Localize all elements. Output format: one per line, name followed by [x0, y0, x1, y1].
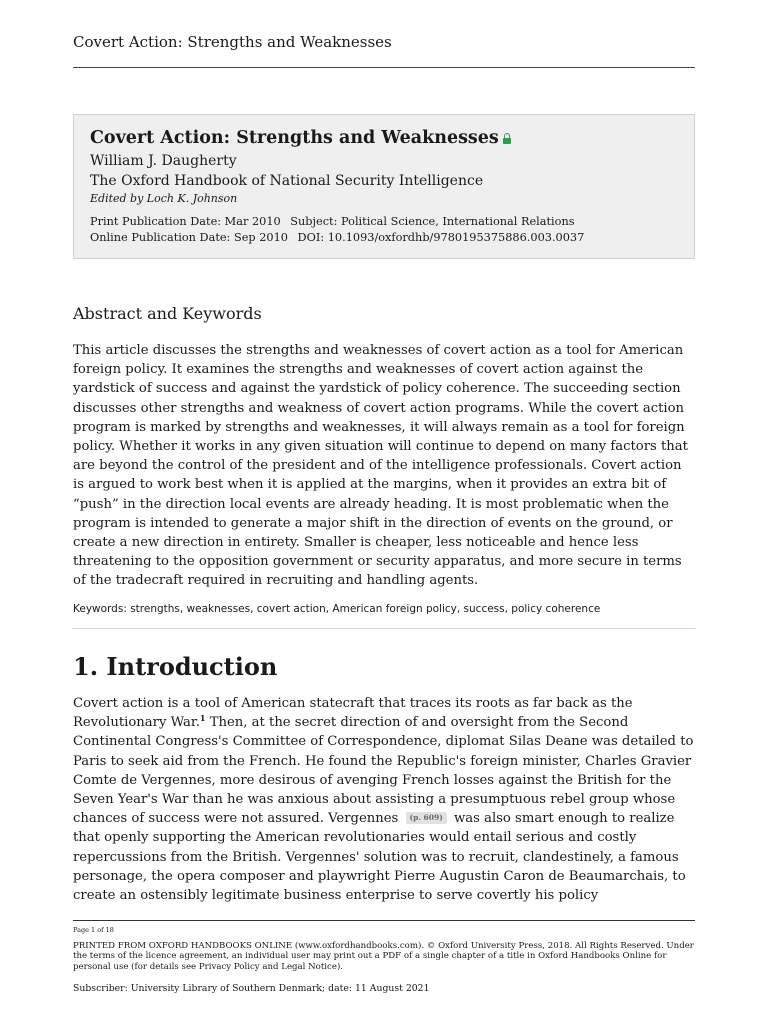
article-metadata-box	[73, 114, 695, 259]
footnote-marker[interactable]: 1	[199, 713, 206, 724]
running-header: Covert Action: Strengths and Weaknesses	[73, 33, 392, 51]
doi-label: DOI:	[297, 231, 325, 244]
online-date-value: Sep 2010	[233, 231, 288, 244]
page-reference-badge: (p. 609)	[406, 812, 447, 824]
intro-text-part1: Covert action is a tool of American statecraft that traces its roots as far back as the Revolutionary War.	[73, 696, 633, 731]
introduction-body	[73, 694, 695, 905]
print-publication-line	[90, 214, 678, 230]
header-divider	[73, 67, 695, 68]
intro-text-part3: was also smart enough to realize that openly supporting the American revolutionaries would entail serious and costly repercussions from the British. Vergennes' solution was to recruit, clandestinely, a famous personage, the opera composer and playwright Pierre Augustin Caron de Beaumarchais, to create an ostensibly legitimate business enterprise to serve covertly his policy	[73, 811, 686, 904]
print-notice: PRINTED FROM OXFORD HANDBOOKS ONLINE (www.oxfordhandbooks.com). © Oxford University Press, 2018. All Rights Reserved. Under the terms of the licence agreement, an individual user may print out a PDF of a single chapter of a title in Oxford Handbooks Online for personal use (for details see Privacy Policy and Legal Notice).	[73, 941, 694, 972]
subscriber-line: Subscriber: University Library of Southern Denmark; date: 11 August 2021	[73, 983, 430, 994]
intro-text-part2: Then, at the secret direction of and oversight from the Second Continental Congress's Committee of Correspondence, diplomat Silas Deane was detailed to Paris to seek aid from the French. He found the Republic's foreign minister, Charles Gravier Comte de Vergennes, more desirous of avenging French losses against the British for the Seven Year's War than he was anxious about assisting a presumptuous rebel group whose chances of success were not assured. Vergennes	[73, 715, 694, 827]
introduction-heading: 1. Introduction	[73, 652, 278, 681]
online-date-label: Online Publication Date:	[90, 231, 231, 244]
abstract-body: This article discusses the strengths and weaknesses of covert action as a tool for American foreign policy. It examines the strengths and weaknesses of covert action against the yardstick of success and against the yardstick of policy coherence. The succeeding section discusses other strengths and weakness of covert action programs. While the covert action program is marked by strengths and weaknesses, it will always remain as a tool for foreign policy. Whether it works in any given situation will continue to depend on many factors that are beyond the control of the president and of the intelligence professionals. Covert action is argued to work best when it is applied at the margins, when it provides an extra bit of “push” in the direction local events are already heading. It is most problematic when the program is intended to generate a major shift in the direction of events on the ground, or create a new direction in entirety. Smaller is cheaper, less noticeable and hence less threatening to the opposition government or security apparatus, and more secure in terms of the tradecraft required in recruiting and handling agents.	[73, 343, 688, 589]
subject-value: Political Science, International Relations	[341, 215, 575, 228]
keywords-line: Keywords: strengths, weaknesses, covert action, American foreign policy, success, policy coherence	[73, 603, 601, 615]
abstract-heading: Abstract and Keywords	[73, 304, 262, 323]
print-date-value: Mar 2010	[224, 215, 281, 228]
print-date-label: Print Publication Date:	[90, 215, 222, 228]
article-title	[90, 126, 678, 150]
article-author[interactable]: William J. Daugherty	[90, 153, 237, 169]
open-access-lock-icon	[503, 138, 511, 144]
subject-label: Subject:	[290, 215, 338, 228]
online-publication-line	[90, 230, 678, 246]
article-title-text: Covert Action: Strengths and Weaknesses	[90, 128, 499, 148]
footer-divider	[73, 920, 695, 921]
keywords-divider	[73, 628, 695, 629]
book-editor: Edited by Loch K. Johnson	[90, 192, 238, 205]
doi-link[interactable]: 10.1093/oxfordhb/9780195375886.003.0037	[327, 231, 585, 244]
book-title[interactable]: The Oxford Handbook of National Security Intelligence	[90, 173, 484, 189]
page-number: Page 1 of 18	[73, 926, 114, 934]
